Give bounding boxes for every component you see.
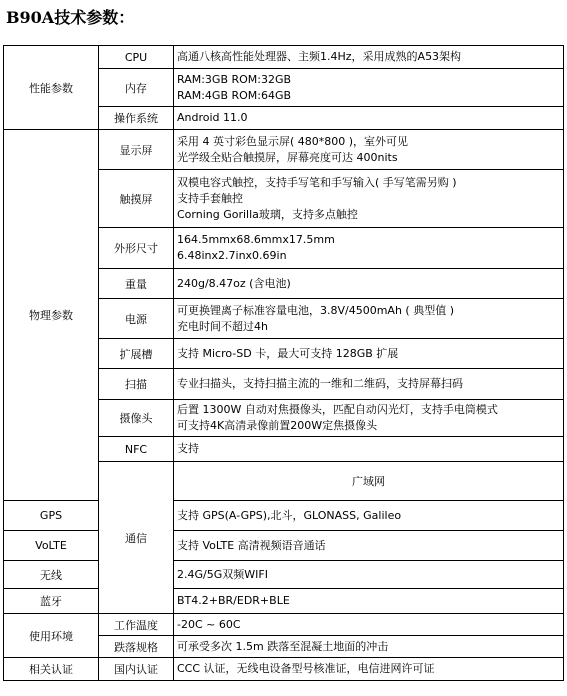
label-bluetooth: 蓝牙 (4, 589, 99, 614)
value-volte (174, 531, 564, 561)
value-line: 支持手套触控 (177, 191, 243, 205)
value-line: 支持 Micro-SD 卡，最大可支持 128GB 扩展 (177, 346, 399, 360)
value-nfc (174, 437, 564, 462)
value-drop (174, 636, 564, 658)
value-scan (174, 369, 564, 400)
label-wan: 广域网 (174, 462, 564, 501)
value-size (174, 228, 564, 269)
value-line: 支持 (177, 442, 199, 455)
value-line: 专业扫描头，支持扫描主流的一维和二维码，支持屏幕扫码 (177, 377, 463, 390)
label-camera: 摄像头 (99, 400, 174, 437)
row-display (4, 130, 564, 170)
label-cpu: CPU (99, 46, 174, 69)
row-gps (4, 501, 564, 531)
value-line: 可承受多次 1.5m 跌落至混凝土地面的冲击 (177, 639, 389, 653)
label-volte: VoLTE (4, 531, 99, 561)
value-line: 光学级全贴合触摸屏，屏幕亮度可达 400nits (177, 150, 398, 164)
section-performance: 性能参数 (4, 46, 99, 130)
label-wireless: 无线 (4, 561, 99, 589)
value-line: RAM:4GB ROM:64GB (177, 88, 292, 102)
section-cert: 相关认证 (4, 658, 99, 681)
value-domestic (174, 658, 564, 681)
label-weight: 重量 (99, 269, 174, 299)
value-line: 采用 4 英寸彩色显示屏( 480*800 )，室外可见 (177, 134, 409, 148)
label-scan: 扫描 (99, 369, 174, 400)
value-line: 240g/8.47oz (含电池) (177, 276, 291, 290)
value-line: CCC 认证，无线电设备型号核准证，电信进网许可证 (177, 662, 435, 675)
label-size: 外形尺寸 (99, 228, 174, 269)
value-temp (174, 614, 564, 636)
value-line: 双模电容式触控，支持手写笔和手写输入( 手写笔需另购 ) (177, 175, 457, 189)
value-camera (174, 400, 564, 437)
value-line: 后置 1300W 自动对焦摄像头，匹配自动闪光灯，支持手电筒模式 (177, 403, 498, 416)
section-env: 使用环境 (4, 614, 99, 658)
label-drop: 跌落规格 (99, 636, 174, 658)
value-bluetooth (174, 589, 564, 614)
label-nfc: NFC (99, 437, 174, 462)
spec-table (3, 45, 564, 681)
section-physical: 物理参数 (4, 130, 99, 501)
label-touch: 触摸屏 (99, 170, 174, 228)
value-line: 164.5mmx68.6mmx17.5mm (177, 233, 335, 246)
value-line: 充电时间不超过4h (177, 319, 268, 333)
value-line: 6.48inx2.7inx0.69in (177, 249, 287, 262)
value-expansion (174, 339, 564, 369)
label-domestic: 国内认证 (99, 658, 174, 681)
value-line: -20C ~ 60C (177, 617, 241, 631)
page-title: B90A技术参数： (6, 8, 135, 27)
value-touch (174, 170, 564, 228)
value-line: 支持 GPS(A-GPS),北斗，GLONASS, Galileo (177, 508, 402, 522)
value-display (174, 130, 564, 170)
value-weight (174, 269, 564, 299)
value-cpu (174, 46, 564, 69)
label-power: 电源 (99, 299, 174, 339)
label-memory: 内存 (99, 69, 174, 107)
row-temp (4, 614, 564, 636)
value-power (174, 299, 564, 339)
label-display: 显示屏 (99, 130, 174, 170)
value-line: 2.4G/5G双频WIFI (177, 567, 268, 581)
value-line: 可支持4K高清录像前置200W定焦摄像头 (177, 419, 378, 432)
row-bluetooth (4, 589, 564, 614)
section-comm: 通信 (99, 462, 174, 614)
row-volte (4, 531, 564, 561)
row-cpu (4, 46, 564, 69)
value-memory (174, 69, 564, 107)
label-os: 操作系统 (99, 107, 174, 130)
value-line: 高通八核高性能处理器、主频1.4Hz，采用成熟的A53架构 (177, 50, 462, 63)
value-line: BT4.2+BR/EDR+BLE (177, 594, 290, 607)
value-line: Android 11.0 (177, 111, 248, 124)
row-domestic (4, 658, 564, 681)
value-line: 可更换锂离子标准容量电池，3.8V/4500mAh ( 典型值 ) (177, 303, 455, 317)
value-wireless (174, 561, 564, 589)
label-gps: GPS (4, 501, 99, 531)
row-wireless (4, 561, 564, 589)
value-os (174, 107, 564, 130)
value-line: RAM:3GB ROM:32GB (177, 72, 292, 86)
value-line: Corning Gorilla玻璃，支持多点触控 (177, 207, 358, 221)
value-line: 支持 VoLTE 高清视频语音通话 (177, 538, 326, 552)
label-temp: 工作温度 (99, 614, 174, 636)
label-expansion: 扩展槽 (99, 339, 174, 369)
value-gps (174, 501, 564, 531)
